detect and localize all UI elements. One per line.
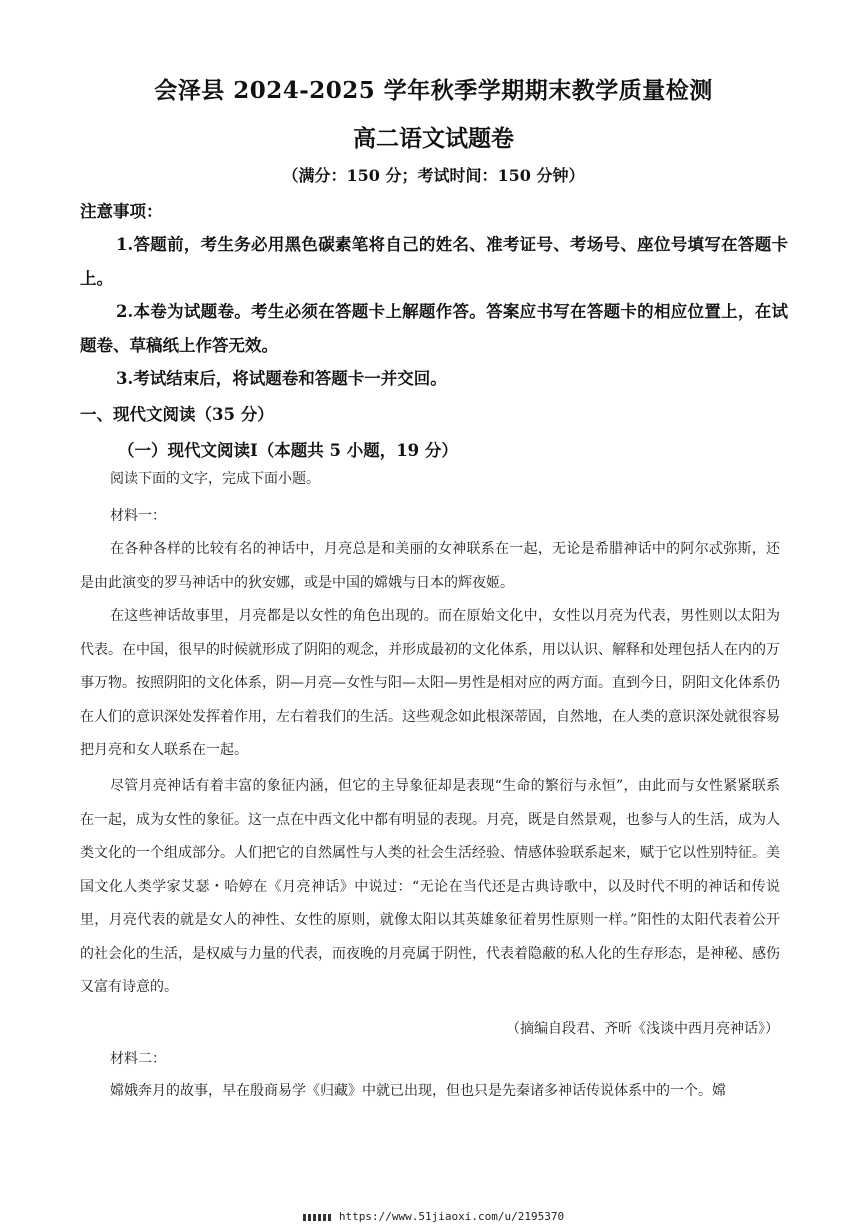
material2-paragraph-1: 嫦娥奔月的故事，早在殷商易学《归藏》中就已出现，但也只是先秦诸多神话传说体系中的一个。嫦 <box>110 1083 726 1099</box>
reading-instruction: 阅读下面的文字，完成下面小题。 <box>110 471 320 487</box>
watermark-mark-icon <box>303 1214 331 1221</box>
note-item-3: 3.考试结束后，将试题卷和答题卡一并交回。 <box>116 369 447 388</box>
subsection-heading: （一）现代文阅读Ⅰ（本题共 5 小题，19 分） <box>118 441 458 460</box>
material1-paragraph-1: 在各种各样的比较有名的神话中，月亮总是和美丽的女神联系在一起，无论是希腊神话中的阿尔忒弥斯，还是由此演变的罗马神话中的狄安娜，或是中国的嫦娥与日本的辉夜姬。 <box>80 541 780 591</box>
material1-label: 材料一： <box>110 508 166 524</box>
material1-paragraph-3: 尽管月亮神话有着丰富的象征内涵，但它的主导象征却是表现“生命的繁衍与永恒”，由此而与女性紧紧联系在一起，成为女性的象征。这一点在中西文化中都有明显的表现。月亮，既是自然景观，也参与人的生活，成为人类文化的一个组成部分。人们把它的自然属性与人类的社会生活经验、情感体验联系起来，赋于它以性别特征。美国文化人类学家艾瑟・哈婷在《月亮神话》中说过：“无论在当代还是古典诗歌中，以及时代不明的神话和传说里，月亮代表的就是女人的神性、女性的原则，就像太阳以其英雄象征着男性原则一样。”阳性的太阳代表着公开的社会化的生活，是权威与力量的代表，而夜晚的月亮属于阴性，代表着隐蔽的私人化的生存形态，是神秘、感伤又富有诗意的。 <box>80 778 780 995</box>
exam-title: 会泽县 2024-2025 学年秋季学期期末教学质量检测 <box>154 77 713 104</box>
note-item-2: 2.本卷为试题卷。考生必须在答题卡上解题作答。答案应书写在答题卡的相应位置上，在试题卷、草稿纸上作答无效。 <box>80 302 788 355</box>
notes-heading: 注意事项： <box>80 202 163 221</box>
material2-label: 材料二： <box>110 1051 166 1067</box>
note-item-1: 1.答题前，考生务必用黑色碳素笔将自己的姓名、准考证号、考场号、座位号填写在答题卡上。 <box>80 235 788 288</box>
score-time-info: （满分：150 分；考试时间：150 分钟） <box>282 166 585 185</box>
material1-source: （摘编自段君、齐昕《浅谈中西月亮神话》） <box>506 1021 779 1037</box>
subject-title: 高二语文试题卷 <box>353 125 514 152</box>
material1-paragraph-2: 在这些神话故事里，月亮都是以女性的角色出现的。而在原始文化中，女性以月亮为代表，男性则以太阳为代表。在中国，很早的时候就形成了阴阳的观念，并形成最初的文化体系，用以认识、解释和处理包括人在内的万事万物。按照阴阳的文化体系，阴—月亮—女性与阳—太阳—男性是相对应的两方面。直到今日，阴阳文化体系仍在人们的意识深处发挥着作用，左右着我们的生活。这些观念如此根深蒂固，自然地，在人类的意识深处就很容易把月亮和女人联系在一起。 <box>80 608 780 758</box>
section-heading: 一、现代文阅读（35 分） <box>80 405 274 424</box>
footer-url[interactable]: https://www.51jiaoxi.com/u/2195370 <box>338 1210 565 1223</box>
page-footer <box>0 1210 867 1223</box>
